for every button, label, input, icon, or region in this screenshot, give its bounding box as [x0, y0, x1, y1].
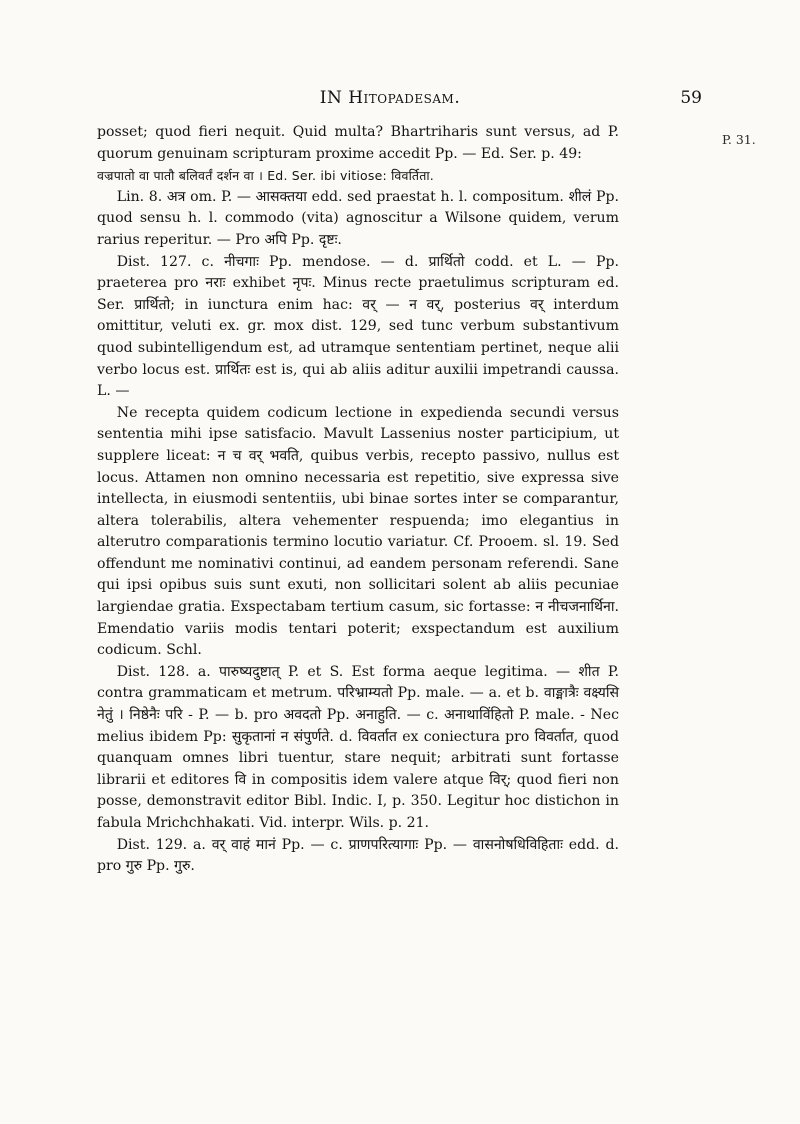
margin-reference: P. 31.	[722, 132, 756, 147]
running-title	[70, 88, 710, 108]
paragraph-dist-128: Dist. 128. a. पारुष्यदुष्टात् P. et S. Est forma aeque legitima. — शीत P. contra grammaticam et metrum. परिभ्राम्यतो Pp. male. — a. et b. वाङ्मात्रैः वक्ष्यसि नेतुं । निष्ठेनैः परि - P. — b. pro अवदतो Pp. अनाहुति. — c. अनाथाविंहितो P. male. - Nec melius ibidem Pp: सुकृतानां न संपुर्णते. d. विवर्तात ex coniectura pro विवर्तात, quod quanquam omnes libri tuentur, stare nequit; arbitrati sunt fortasse librarii et editores वि in compositis idem valere atque विर्; quod fieri non posse, demonstravit editor Bibl. Indic. I, p. 350. Legitur hoc distichon in fabula Mrichchhakati. Vid. interpr. Wils. p. 21.	[97, 663, 619, 831]
running-title-prefix: IN	[319, 88, 349, 108]
paragraph-sanskrit-quote: वज्रपातो वा पातौ बलिवर्तं दर्शन वा । Ed. Ser. ibi vitiose: विवर्तिता.	[97, 168, 434, 184]
paragraph-schlegel-note: Ne recepta quidem codicum lectione in expedienda secundi versus sententia mihi ipse satisfacio. Mavult Lassenius noster participium, ut supplere liceat: न च वर् भवति, quibus verbis, recepto passivo, nullus est locus. Attamen non omnino necessaria est repetitio, sive expressa sive intellecta, in eiusmodi sententiis, ubi binae sortes inter se comparantur, altera tolerabilis, altera vehementer respuenda; imo elegantius in alterutro comparationis termino locutio variatur. Cf. Prooem. sl. 19. Sed offendunt me nominativi continui, ad eandem personam referendi. Sane qui ipsi opibus suis sunt exuti, non sollicitari solent ab aliis pecuniae largiendae gratia. Exspectabam tertium casum, sic fortasse: न नीचजनार्थिना. Emendatio variis modis tentari poterit; exspectandum est auxilium codicum. Schl.	[97, 404, 619, 659]
page-number: 59	[680, 88, 702, 108]
paragraph-dist-127: Dist. 127. c. नीचगाः Pp. mendose. — d. प्रार्थितो codd. et L. — Pp. praeterea pro नराः exhibet नृपः. Minus recte praetulimus scripturam ed. Ser. प्रार्थितो; in iunctura enim hac: वर् — न वर्, posterius वर् interdum omittitur, veluti ex. gr. mox dist. 129, sed tunc verbum substantivum quod subintelligendum est, ad utramque sententiam pertinet, neque alii verbo locus est. प्रार्थितः est is, qui ab aliis aditur auxilii impetrandi caussa. L. —	[97, 253, 619, 400]
paragraph-dist-129: Dist. 129. a. वर् वाहं मानं Pp. — c. प्राणपरित्यागाः Pp. — वासनोषधिविहिताः edd. d. pro गुरु Pp. गुरु.	[97, 836, 619, 875]
paragraph-opening: posset; quod fieri nequit. Quid multa? Bhartriharis sunt versus, ad P. quorum genuinam scripturam proxime accedit Pp. — Ed. Ser. p. 49:	[97, 124, 619, 162]
paragraph-lin-8: Lin. 8. अत्र om. P. — आसक्तया edd. sed praestat h. l. compositum. शीलं Pp. quod sensu h. l. commodo (vita) agnoscitur a Wilsone quidem, verum rarius reperitur. — Pro अपि Pp. दृष्टः.	[97, 188, 619, 248]
running-title-main: Hitopadesam.	[348, 88, 461, 108]
commentary-body	[97, 122, 619, 878]
page-header	[70, 88, 710, 112]
